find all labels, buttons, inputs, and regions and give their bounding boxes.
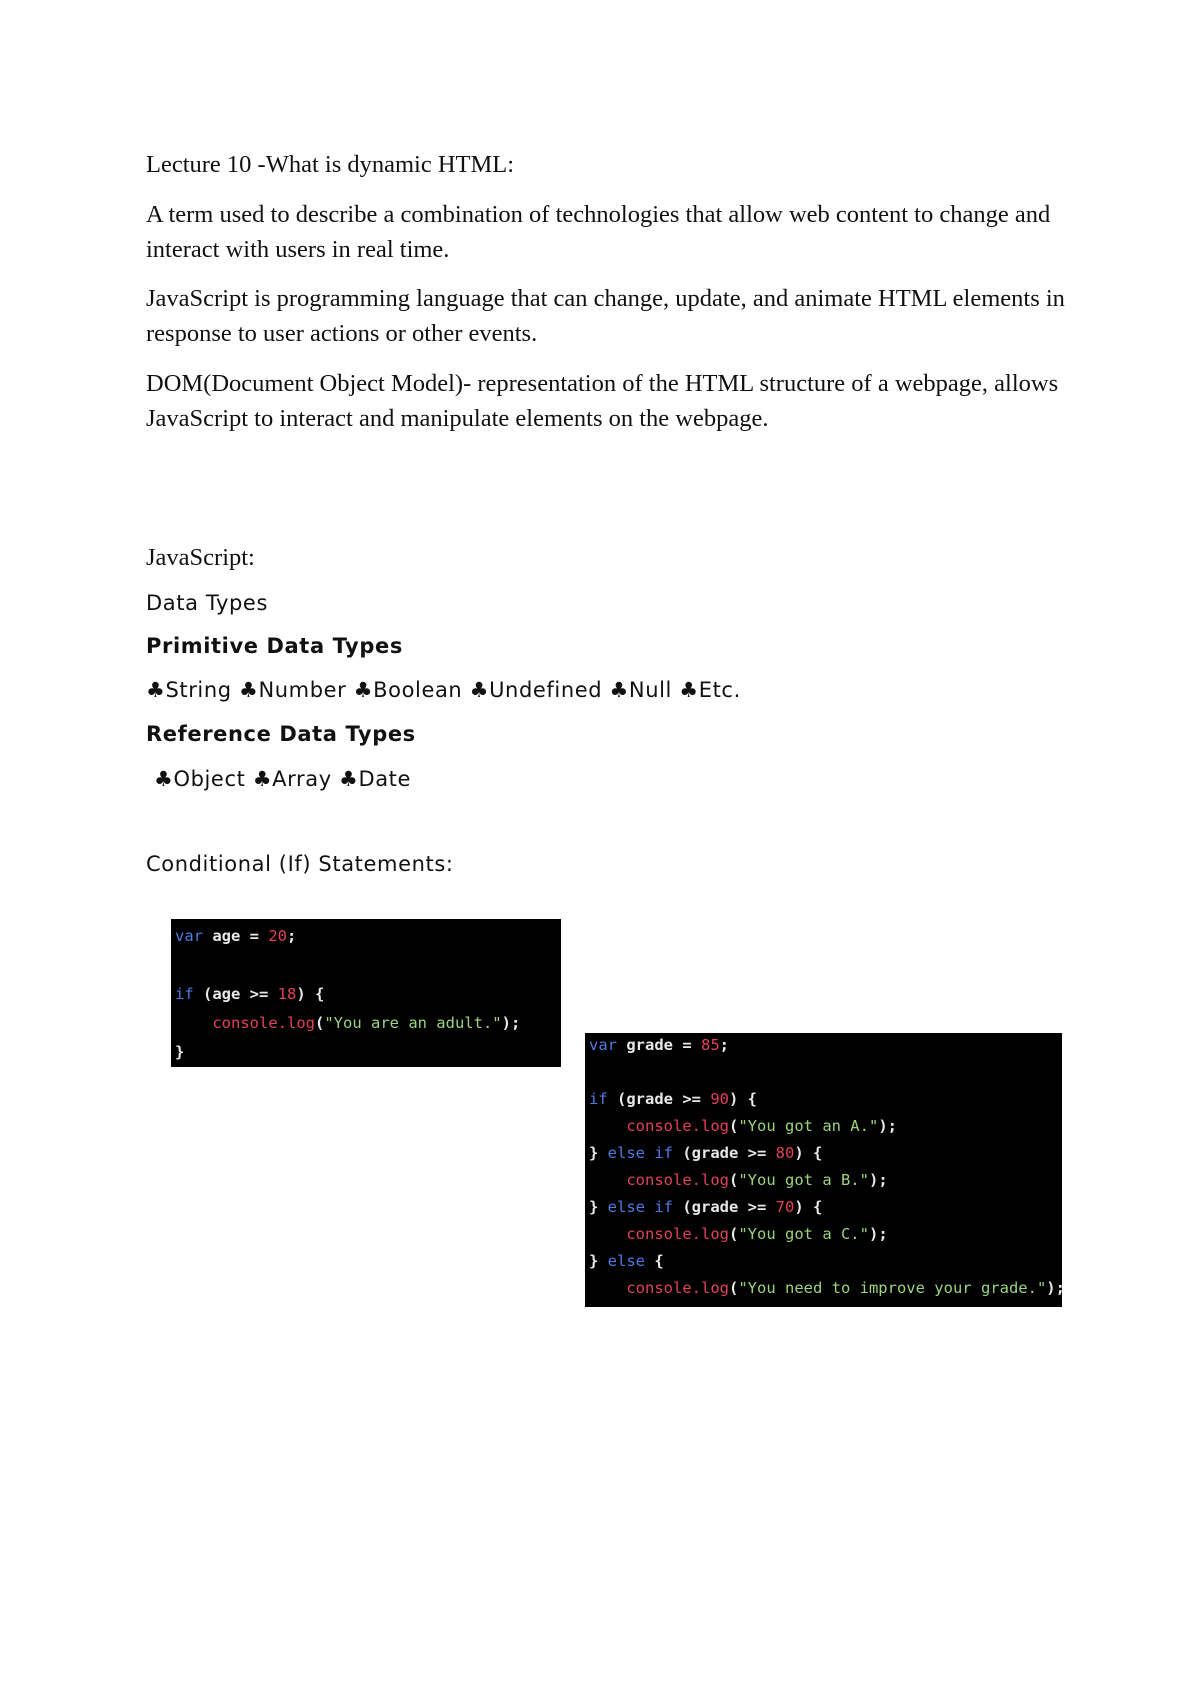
code-token: 85 (701, 1036, 720, 1054)
code-token: ( (728, 1279, 739, 1297)
code-line (589, 1090, 757, 1108)
lecture-heading: Lecture 10 -What is dynamic HTML: (146, 151, 515, 178)
code-token: >= (747, 1144, 776, 1162)
javascript-heading: JavaScript: (146, 544, 255, 571)
code-line (589, 1144, 822, 1162)
code-token: if (589, 1090, 608, 1108)
code-token (175, 1014, 212, 1032)
code-token: } (589, 1252, 608, 1270)
code-token: ); (868, 1171, 888, 1189)
code-token: } (589, 1198, 608, 1216)
club-bullet-icon: ♣ (339, 767, 359, 791)
code-token: >= (682, 1090, 711, 1108)
code-line (175, 927, 296, 945)
code-token: ) { (729, 1090, 757, 1108)
paragraph-javascript: JavaScript is programming language that can change, update, and animate HTML elements in response to user actions or other events. (146, 285, 1065, 347)
reference-types-list (154, 764, 411, 794)
code-line (589, 1198, 822, 1216)
code-token: else if (607, 1198, 673, 1216)
code-token: "You are an adult." (324, 1014, 502, 1032)
code-token: (grade (673, 1198, 748, 1216)
code-token: 18 (277, 985, 297, 1003)
club-bullet-icon: ♣ (469, 678, 490, 702)
code-token: 70 (775, 1198, 795, 1216)
code-token: >= (747, 1198, 776, 1216)
code-token: ( (728, 1117, 739, 1135)
conditional-label: Conditional (If) Statements: (146, 852, 454, 876)
code-token: "You need to improve your grade." (738, 1279, 1047, 1297)
club-bullet-icon: ♣ (239, 678, 259, 702)
code-token: console.log (626, 1225, 729, 1243)
code-token: ( (728, 1225, 739, 1243)
code-token: else if (607, 1144, 673, 1162)
primitive-type-item: Undefined (489, 678, 610, 702)
code-token: console.log (212, 1014, 315, 1032)
code-token: { (645, 1252, 664, 1270)
club-bullet-icon: ♣ (146, 678, 166, 702)
code-token: } (175, 1043, 185, 1061)
reference-types-title: Reference Data Types (146, 722, 416, 746)
club-bullet-icon: ♣ (353, 678, 374, 702)
reference-type-item: Array (272, 767, 339, 791)
code-line (589, 1036, 729, 1054)
code-snippet-grade (585, 1033, 1065, 1307)
code-token: "You got an A." (738, 1117, 879, 1135)
code-token (589, 1225, 626, 1243)
code-token: = (682, 1036, 701, 1054)
club-bullet-icon: ♣ (609, 678, 629, 702)
primitive-types-list (146, 675, 741, 705)
code-token: ; (719, 1036, 730, 1054)
primitive-type-item: Boolean (373, 678, 470, 702)
primitive-type-item: Null (628, 678, 680, 702)
code-line (589, 1279, 1065, 1297)
primitive-type-item: String (165, 678, 239, 702)
code-token: ) { (794, 1144, 823, 1162)
code-token: (age (193, 985, 250, 1003)
paragraph-dom: DOM(Document Object Model)- representation of the HTML structure of a webpage, allows JavaScript to interact and manipulate elements on the webpage. (146, 370, 1059, 432)
code-token: var (589, 1036, 617, 1054)
code-token: console.log (626, 1117, 729, 1135)
code-snippet-age (171, 919, 561, 1067)
code-token: = (249, 927, 269, 945)
code-token: (grade (607, 1090, 683, 1108)
code-token (589, 1279, 626, 1297)
code-token: else (607, 1252, 645, 1270)
code-token: ); (501, 1014, 521, 1032)
code-line (589, 1117, 897, 1135)
club-bullet-icon: ♣ (679, 678, 699, 702)
reference-type-item: Date (358, 767, 412, 791)
code-line (589, 1225, 888, 1243)
code-token: >= (249, 985, 278, 1003)
code-token: console.log (626, 1279, 729, 1297)
data-types-label: Data Types (146, 591, 268, 615)
code-token: ) { (296, 985, 325, 1003)
code-token: } (589, 1144, 608, 1162)
code-line (589, 1252, 664, 1270)
code-token: 90 (710, 1090, 729, 1108)
club-bullet-icon: ♣ (154, 767, 174, 791)
primitive-types-title: Primitive Data Types (146, 634, 403, 658)
paragraph-definition: A term used to describe a combination of technologies that allow web content to change and interact with users in real time. (146, 201, 1051, 263)
code-token: ; (287, 927, 297, 945)
code-token: (grade (673, 1144, 748, 1162)
code-token (589, 1171, 626, 1189)
code-token (589, 1117, 626, 1135)
code-token: ) { (794, 1198, 823, 1216)
code-token: grade (617, 1036, 683, 1054)
code-line (175, 1043, 184, 1061)
code-token: 20 (268, 927, 288, 945)
code-line (589, 1171, 888, 1189)
code-token: ); (868, 1225, 888, 1243)
code-line (175, 1014, 520, 1032)
club-bullet-icon: ♣ (252, 767, 273, 791)
primitive-type-item: Number (258, 678, 354, 702)
code-token: if (175, 985, 194, 1003)
primitive-type-item: Etc. (698, 678, 741, 702)
code-token: ); (1046, 1279, 1065, 1297)
code-token: "You got a B." (738, 1171, 869, 1189)
code-token: 80 (775, 1144, 795, 1162)
reference-type-item: Object (173, 767, 253, 791)
code-token: ( (314, 1014, 325, 1032)
code-token: ( (728, 1171, 739, 1189)
code-token: var (175, 927, 203, 945)
code-token: console.log (626, 1171, 729, 1189)
code-token: "You got a C." (738, 1225, 869, 1243)
code-token: ); (878, 1117, 897, 1135)
code-line (175, 985, 324, 1003)
code-token: age (203, 927, 250, 945)
